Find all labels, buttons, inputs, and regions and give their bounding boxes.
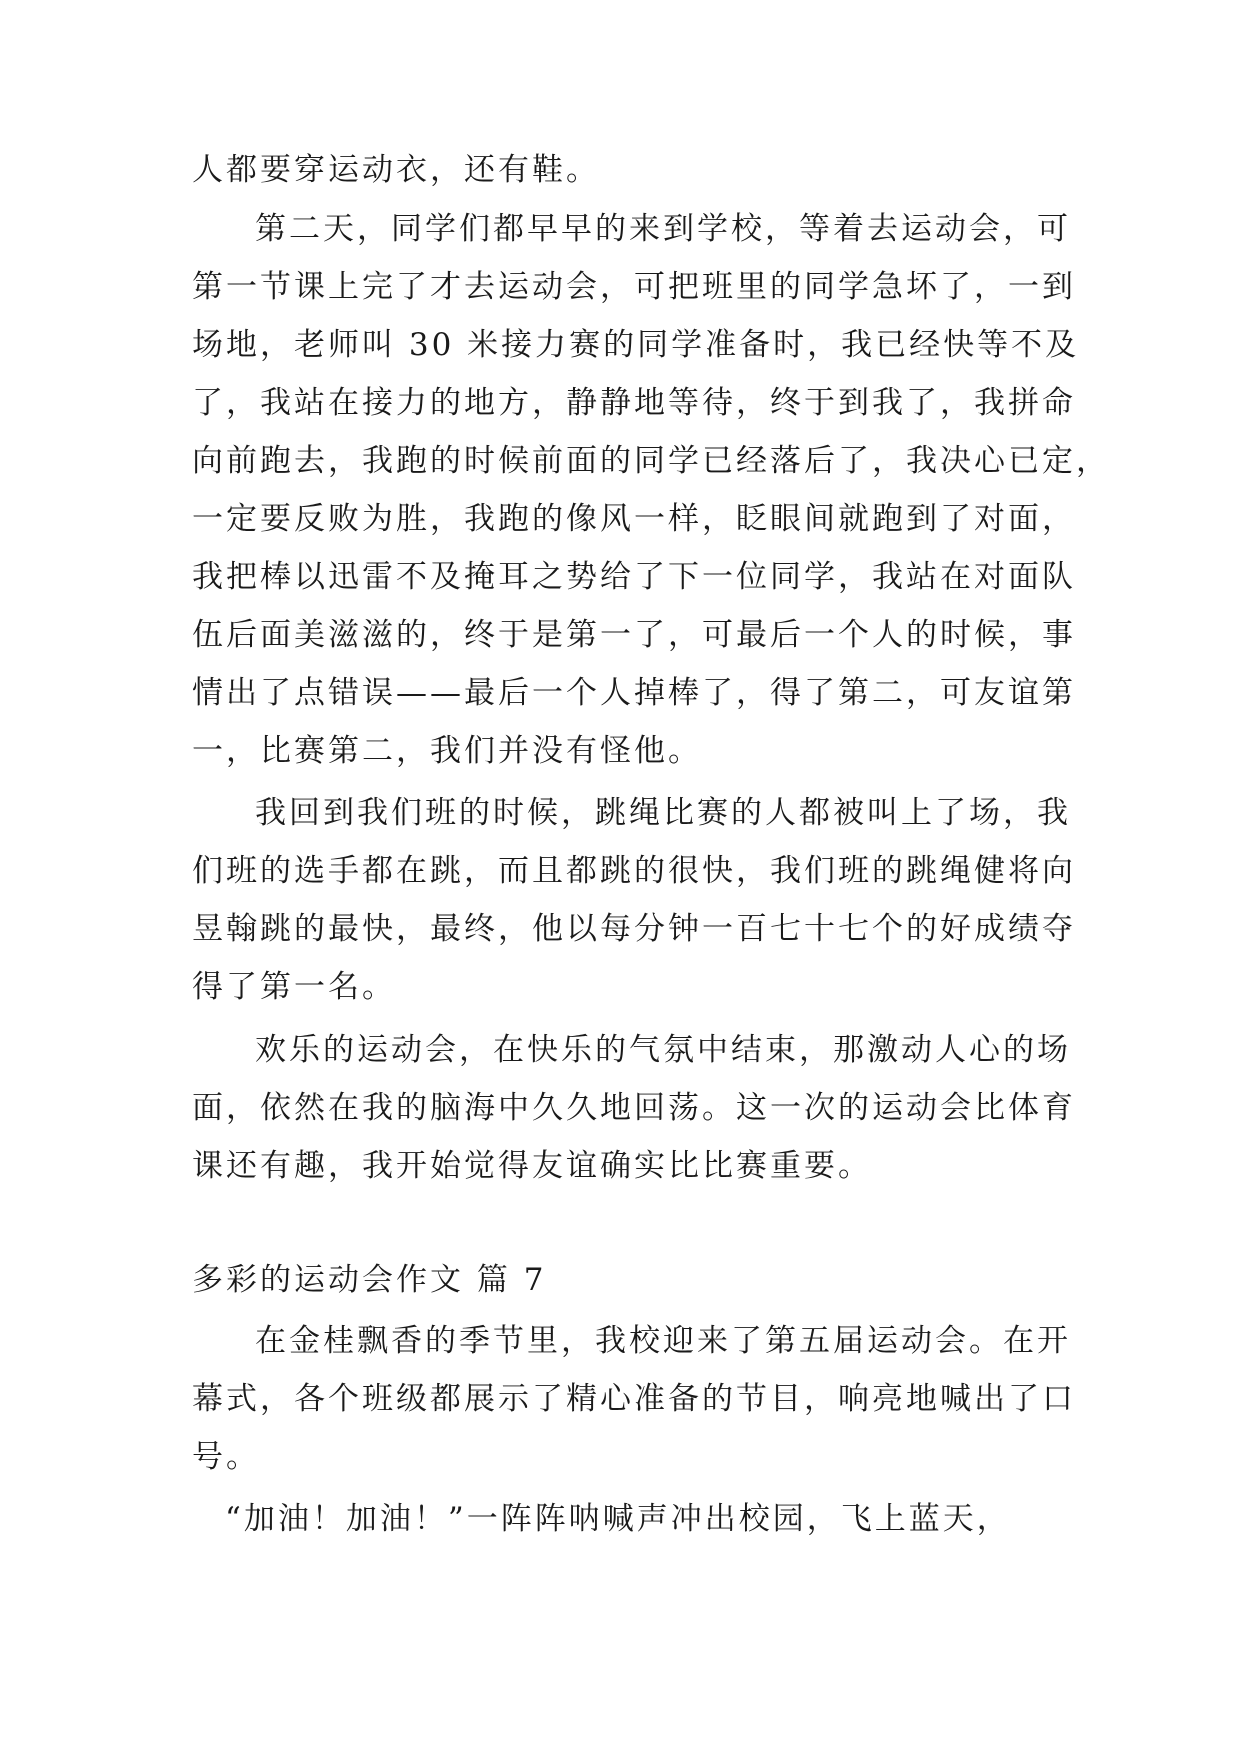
paragraph-start-line: 我回到我们班的时候，跳绳比赛的人都被叫上了场，我 [255, 795, 1071, 831]
paragraph-start-line: 第二天，同学们都早早的来到学校，等着去运动会，可 [255, 211, 1071, 247]
text-line: 伍后面美滋滋的，终于是第一了，可最后一个人的时候，事 [192, 617, 1076, 653]
text-line: 面，依然在我的脑海中久久地回荡。这一次的运动会比体育 [192, 1090, 1076, 1126]
text-line: 了，我站在接力的地方，静静地等待，终于到我了，我拼命 [192, 385, 1076, 421]
paragraph-start-line: 欢乐的运动会，在快乐的气氛中结束，那激动人心的场 [255, 1032, 1071, 1068]
text-line: 一定要反败为胜，我跑的像风一样，眨眼间就跑到了对面， [192, 501, 1076, 537]
text-line: 昱翰跳的最快，最终，他以每分钟一百七十七个的好成绩夺 [192, 911, 1076, 947]
text-line: 一，比赛第二，我们并没有怪他。 [192, 733, 702, 769]
text-line: 号。 [192, 1439, 260, 1475]
text-line: 情出了点错误——最后一个人掉棒了，得了第二，可友谊第 [192, 675, 1076, 711]
paragraph-start-line: 在金桂飘香的季节里，我校迎来了第五届运动会。在开 [255, 1323, 1071, 1359]
text-line: 我把棒以迅雷不及掩耳之势给了下一位同学，我站在对面队 [192, 559, 1076, 595]
text-line: 第一节课上完了才去运动会，可把班里的同学急坏了，一到 [192, 269, 1076, 305]
text-line: 场地，老师叫 30 米接力赛的同学准备时，我已经快等不及 [192, 327, 1080, 363]
text-line: 人都要穿运动衣，还有鞋。 [192, 152, 600, 188]
text-line: 课还有趣，我开始觉得友谊确实比比赛重要。 [192, 1148, 872, 1184]
text-line: 向前跑去，我跑的时候前面的同学已经落后了，我决心已定， [192, 443, 1110, 479]
paragraph-start-line: “加油！加油！”一阵阵呐喊声冲出校园，飞上蓝天， [225, 1501, 1011, 1537]
section-heading: 多彩的运动会作文 篇 7 [192, 1262, 547, 1298]
text-line: 得了第一名。 [192, 969, 396, 1005]
text-line: 幕式，各个班级都展示了精心准备的节目，响亮地喊出了口 [192, 1381, 1076, 1417]
text-line: 们班的选手都在跳，而且都跳的很快，我们班的跳绳健将向 [192, 853, 1076, 889]
